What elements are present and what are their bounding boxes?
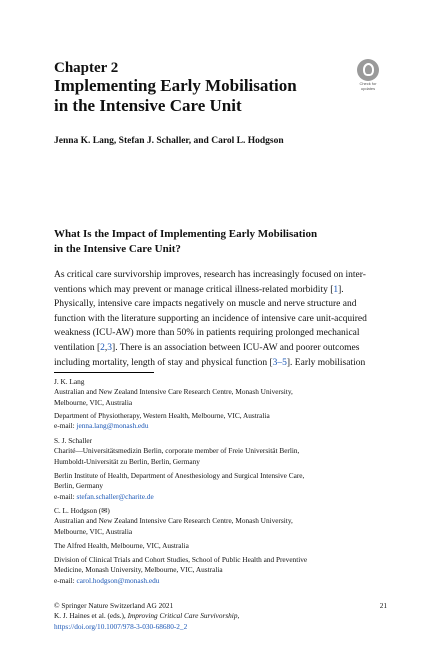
footnote-divider xyxy=(54,372,154,373)
badge-label: Check for updates xyxy=(359,81,377,91)
email-link[interactable]: jenna.lang@monash.edu xyxy=(76,421,149,431)
author-name: J. K. Lang xyxy=(54,377,85,386)
doi-link[interactable]: https://doi.org/10.1007/978-3-030-68680-2_2 xyxy=(54,621,188,631)
text-line: Physically, intensive care impacts negatively on muscle and nerve structure and xyxy=(54,299,357,310)
check-for-updates-badge[interactable] xyxy=(353,59,383,92)
text-line: ventions which may prevent or manage critical illness-related morbidity [1]. xyxy=(54,283,387,298)
book-title: Improving Critical Care Survivorship xyxy=(127,611,238,621)
text-line: function with the literature supporting an incidence of intensive care unit-acquired xyxy=(54,313,367,324)
chapter-title-line: Implementing Early Mobilisation xyxy=(54,76,297,95)
page-number: 21 xyxy=(379,601,387,610)
citation-link[interactable]: 3–5 xyxy=(272,357,287,368)
author-name: S. J. Schaller xyxy=(54,436,93,445)
citation-link[interactable]: 3 xyxy=(107,342,113,353)
email-link[interactable]: carol.hodgson@monash.edu xyxy=(76,575,160,585)
chapter-title-line: in the Intensive Care Unit xyxy=(54,95,242,115)
citation-info: K. J. Haines et al. (eds.), Improving Critical Care Survivorship, xyxy=(54,611,240,621)
affiliation-block-lang-2: Department of Physiotherapy, Western Health, Melbourne, VIC, Australia e-mail: jenna.lang@monash.edu xyxy=(54,411,270,431)
chapter-label: Chapter 2 xyxy=(54,60,119,76)
page-footer xyxy=(54,601,387,632)
chapter-title xyxy=(54,76,297,115)
citation-link[interactable]: 2 xyxy=(100,342,105,353)
author-list: Jenna K. Lang, Stefan J. Schaller, and Carol L. Hodgson xyxy=(54,136,284,146)
affiliation-block-hodgson: C. L. Hodgson (✉) Australian and New Zealand Intensive Care Research Centre, Monash University, Melbourne, VIC, Australia xyxy=(54,506,384,537)
check-for-updates-icon xyxy=(357,59,379,81)
affiliation-block-hodgson-3: Division of Clinical Trials and Cohort Studies, School of Public Health and Preventive Medicine, Monash University, Melbourne, VIC, Australia e-mail: carol.hodgson@monash.edu xyxy=(54,555,308,585)
copyright-notice: © Springer Nature Switzerland AG 2021 xyxy=(54,601,174,610)
section-heading: What Is the Impact of Implementing Early Mobilisation in the Intensive Care Unit? xyxy=(54,228,318,255)
author-name: C. L. Hodgson (✉) xyxy=(54,506,110,515)
email-link[interactable]: stefan.schaller@charite.de xyxy=(76,491,154,501)
affiliation-block-lang: J. K. Lang Australian and New Zealand Intensive Care Research Centre, Monash University, Melbourne, VIC, Australia xyxy=(54,377,384,408)
citation-link[interactable]: 1 xyxy=(333,284,339,295)
text-line: including mortality, length of stay and physical function [3–5]. Early mobilisation xyxy=(54,356,387,371)
affiliation-block-schaller-2: Berlin Institute of Health, Department of Anesthesiology and Surgical Intensive Care, Berlin, Germany e-mail: stefan.schaller@charite.de xyxy=(54,471,305,501)
text-line: ventilation [2,3]. There is an association between ICU-AW and poorer outcomes xyxy=(54,341,387,356)
text-line: weakness (ICU-AW) more than 50% in patients requiring prolonged mechanical xyxy=(54,328,360,339)
text-line: As critical care survivorship improves, research has increasingly focused on inter- xyxy=(54,270,366,280)
affiliation-block-hodgson-2: The Alfred Health, Melbourne, VIC, Australia xyxy=(54,541,189,550)
affiliation-block-schaller: S. J. Schaller Charité—Universitätsmedizin Berlin, corporate member of Freie Universität Berlin, Humboldt-Universität zu Berlin, Berlin, Germany xyxy=(54,436,384,467)
body-paragraph xyxy=(54,268,387,370)
